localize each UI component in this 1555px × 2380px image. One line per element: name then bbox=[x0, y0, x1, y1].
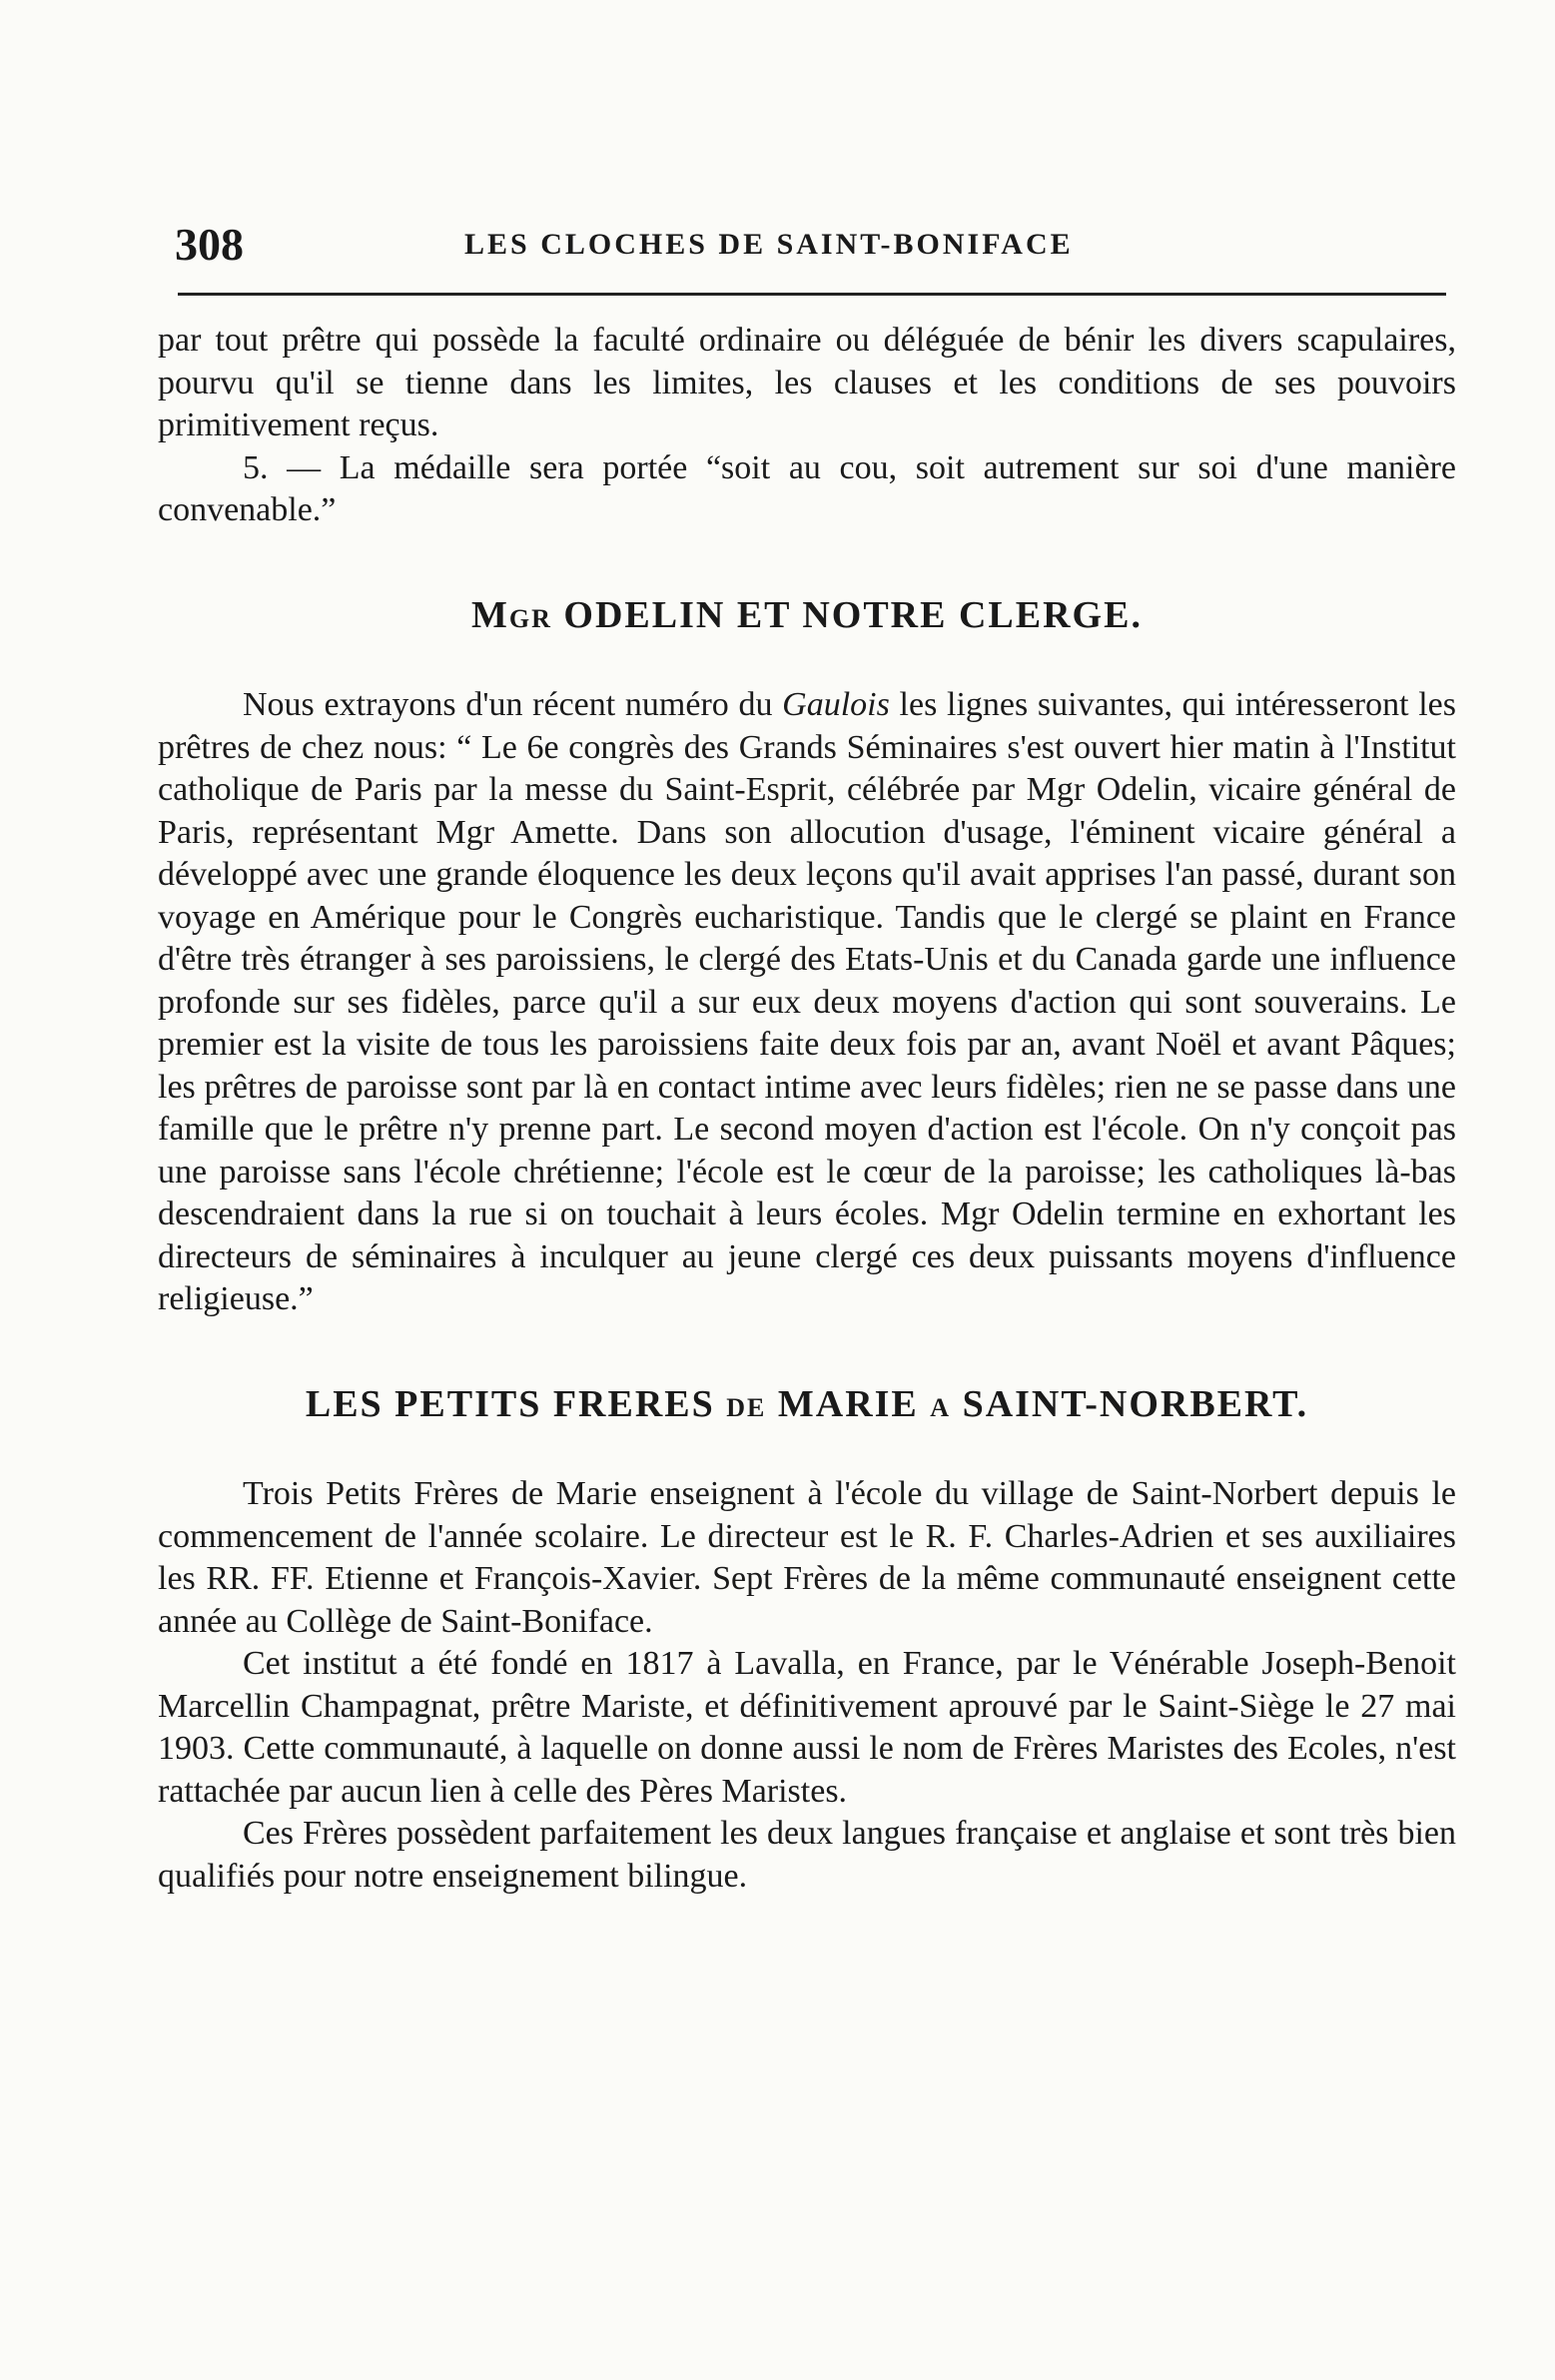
title-prefix: M bbox=[471, 593, 509, 636]
gaulois-title: Gaulois bbox=[782, 686, 890, 723]
title-part-2: MARIE bbox=[766, 1382, 931, 1425]
continuation-paragraph: par tout prêtre qui possède la faculté ordinaire ou déléguée de bénir les divers scapulaires, pourvu qu'il se tienne dans les limites, les clauses et les conditions de ses pouvoirs primitivement reçus. bbox=[158, 322, 1456, 443]
title-small-de: DE bbox=[726, 1392, 767, 1422]
running-header bbox=[175, 218, 1453, 278]
title-small-caps: GR bbox=[508, 603, 552, 633]
header-rule bbox=[178, 293, 1446, 296]
odelin-paragraph bbox=[158, 684, 1456, 1321]
page-number: 308 bbox=[175, 219, 244, 270]
section-title-odelin bbox=[158, 594, 1456, 641]
title-part-3: SAINT-NORBERT. bbox=[951, 1382, 1309, 1425]
title-part-1: LES PETITS FRERES bbox=[305, 1382, 727, 1425]
freres-paragraph-1: Trois Petits Frères de Marie enseignent à l'école du village de Saint-Norbert depuis le commencement de l'année scolaire. Le directeur est le R. F. Charles-Adrien et ses auxiliaires les RR. FF. Etienne et François-Xavier. Sept Frères de la même communauté enseignent cette année au Collège de Saint-Boniface. bbox=[158, 1475, 1456, 1640]
freres-paragraph-2: Cet institut a été fondé en 1817 à Lavalla, en France, par le Vénérable Joseph-Benoit Marcellin Champagnat, prêtre Mariste, et définitivement aprouvé par le Saint-Siège le 27 mai 1903. Cette communauté, à laquelle on donne aussi le nom de Frères Maristes des Ecoles, n'est rattachée par aucun lien à celle des Pères Maristes. bbox=[158, 1645, 1456, 1810]
page-body bbox=[158, 320, 1456, 1898]
journal-title: LES CLOCHES DE SAINT-BONIFACE bbox=[464, 228, 1074, 261]
freres-paragraph-3: Ces Frères possèdent parfaitement les deux langues française et anglaise et sont très bien qualifiés pour notre enseignement bilingue. bbox=[158, 1815, 1456, 1895]
title-rest: ODELIN ET NOTRE CLERGE. bbox=[551, 593, 1143, 636]
odelin-text-intro: Nous extrayons d'un récent numéro du bbox=[243, 686, 783, 723]
odelin-text-body: les lignes suivantes, qui intéresseront les prêtres de chez nous: “ Le 6e congrès des Grands Séminaires s'est ouvert hier matin à l'Institut catholique de Paris par la messe du Saint-Esprit, célébrée par Mgr Odelin, vicaire général de Paris, représentant Mgr Amette. Dans son allocution d'usage, l'éminent vicaire général a développé avec une grande éloquence les deux leçons qu'il avait apprises l'an passé, durant son voyage en Amérique pour le Congrès eucharistique. Tandis que le clergé se plaint en France d'être très étranger à ses paroissiens, le clergé des Etats-Unis et du Canada garde une influence profonde sur ses fidèles, parce qu'il a sur eux deux moyens d'action qui sont souverains. Le premier est la visite de tous les paroissiens faite deux fois par an, avant Noël et avant Pâques; les prêtres de paroisse sont par là en contact intime avec leurs fidèles; rien ne se passe dans une famille que le prêtre n'y prenne part. Le second moyen d'action est l'école. On n'y conçoit pas une paroisse sans l'école chrétienne; l'école est le cœur de la paroisse; les catholiques là-bas descendraient dans la rue si on touchait à leurs écoles. Mgr Odelin termine en exhortant les directeurs de séminaires à inculquer au jeune clergé ces deux puissants moyens d'influence religieuse.” bbox=[158, 686, 1456, 1317]
medal-paragraph: 5. — La médaille sera portée “soit au cou, soit autrement sur soi d'une manière convenable.” bbox=[158, 448, 1456, 528]
section-title-freres bbox=[158, 1383, 1456, 1430]
title-small-a: A bbox=[930, 1392, 952, 1422]
